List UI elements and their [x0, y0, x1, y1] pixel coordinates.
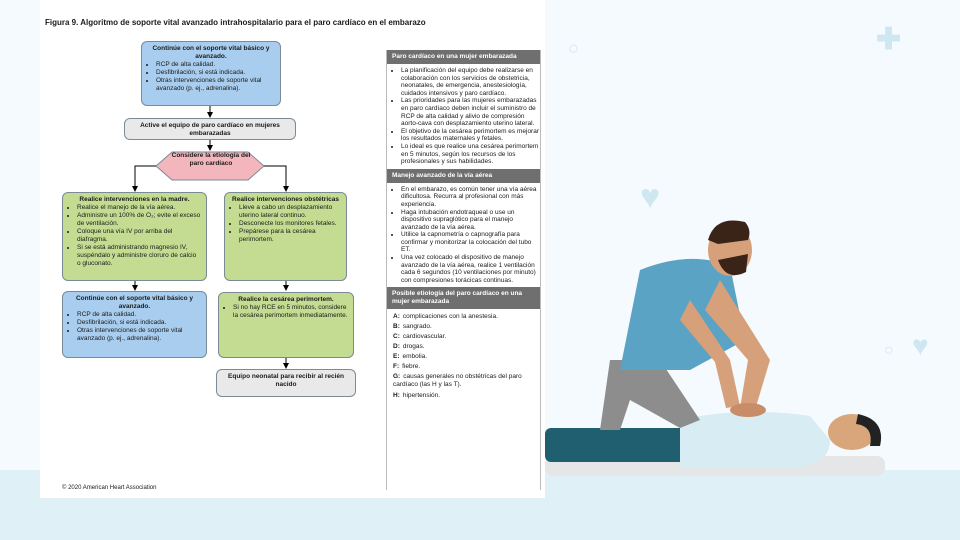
list-item: E: embolia. [393, 353, 428, 361]
box-item: • Otras intervenciones de soporte vital avanzado (p. ej., adrenalina). [77, 327, 201, 343]
box-title: Continúe con el soporte vital básico y avanzado. [75, 295, 194, 310]
list-item: B: sangrado. [393, 323, 432, 331]
rescuer-hair [708, 220, 749, 244]
box-title: Realice la cesárea perimortem. [238, 296, 334, 303]
box-item: • Lleve a cabo un desplazamiento uterino lateral continuo. [239, 204, 341, 220]
circle-icon: ○ [884, 342, 894, 359]
box-item: • RCP de alta calidad. [77, 311, 201, 319]
rescuer-legs [600, 360, 700, 430]
box-item: • Administre un 100% de O₂; evite el exceso de ventilación. [77, 212, 201, 228]
circle-icon: ○ [568, 38, 579, 58]
connector [264, 166, 286, 191]
box-title: Continúe con el soporte vital básico y avanzado. [152, 45, 270, 60]
section-header: Posible etiología del paro cardíaco en una mujer embarazada [387, 287, 540, 309]
obstetric-interventions-box [224, 192, 347, 281]
section-list [387, 186, 540, 285]
section-list [387, 67, 540, 166]
heart-icon: ♥ [640, 178, 661, 216]
continue-support-box-top [141, 41, 281, 106]
list-item: H: hipertensión. [393, 391, 441, 399]
maternal-interventions-box [62, 192, 207, 281]
activate-team-box: Active el equipo de paro cardíaco en mujeres embarazadas [124, 118, 296, 140]
list-item: • Una vez colocado el dispositivo de manejo avanzado de la vía aérea, realice 1 ventilación cada 6 segundos (10 ventilaciones por minuto) con compresiones torácicas continuas. [401, 254, 540, 284]
box-item: • Desfibrilación, si está indicada. [156, 69, 275, 77]
algorithm-figure [40, 0, 545, 498]
list-item: • Utilice la capnometría o capnografía para confirmar y monitorizar la colocación del tubo ET. [401, 231, 540, 254]
list-item: • La planificación del equipo debe realizarse en colaboración con los servicios de obstetricia, neonatales, de emergencia, anestesiología, cuidados intensivos y paro cardíaco. [401, 67, 540, 97]
box-item: • Si no hay RCE en 5 minutos, considere la cesárea perimortem inmediatamente. [233, 304, 348, 320]
section-header: Manejo avanzado de la vía aérea [387, 169, 540, 183]
list-item: • El objetivo de la cesárea perimortem es mejorar los resultados maternales y fetales. [401, 128, 540, 143]
list-item: • En el embarazo, es común tener una vía aérea dificultosa. Recurra al profesional con más experiencia. [401, 186, 540, 209]
list-item: D: drogas. [393, 343, 425, 351]
box-item: • Desconecte los monitores fetales. [239, 220, 341, 228]
list-item: G: causas generales no obstétricas del paro cardíaco (las H y las T). [393, 373, 522, 389]
box-item: • Si se está administrando magnesio IV, suspéndalo y administre cloruro de calcio o gluconato. [77, 244, 201, 268]
list-item: • Las prioridades para las mujeres embarazadas en paro cardíaco deben incluir el suministro de RCP de alta calidad y alivio de compresión aorto-cava con desplazamiento uterino lateral. [401, 97, 540, 127]
box-item: • Coloque una vía IV por arriba del diafragma. [77, 228, 201, 244]
box-item: • RCP de alta calidad. [156, 61, 275, 69]
figure-title: Figura 9. Algoritmo de soporte vital avanzado intrahospitalario para el paro cardíaco en el embarazo [45, 18, 426, 27]
box-title: Realice intervenciones obstétricas [232, 196, 339, 203]
patient-legs [545, 428, 695, 462]
patient-torso [680, 412, 830, 468]
neonatal-team-box: Equipo neonatal para recibir al recién nacido [216, 369, 356, 397]
list-item: A: complicaciones con la anestesia. [393, 313, 498, 321]
consider-etiology-diamond: Considere la etiología del paro cardíaco [171, 152, 251, 167]
box-item: • Otras intervenciones de soporte vital avanzado (p. ej., adrenalina). [156, 77, 275, 93]
box-item: • Realice el manejo de la vía aérea. [77, 204, 201, 212]
connector [135, 166, 156, 191]
info-sidebar [386, 50, 541, 490]
plus-icon: ✚ [876, 23, 902, 56]
list-item: • Lo ideal es que realice una cesárea perimortem en 5 minutos, según los recursos de los profesionales y sus habilidades. [401, 143, 540, 166]
box-item: • Prepárese para la cesárea perimortem. [239, 228, 341, 244]
list-item: F: fiebre. [393, 363, 421, 371]
box-item: • Desfibrilación, si está indicada. [77, 319, 201, 327]
heart-icon: ♥ [912, 330, 929, 361]
continue-support-box-bottom [62, 291, 207, 358]
list-item: • Haga intubación endotraqueal o use un dispositivo supraglótico para el manejo avanzado de la vía aérea. [401, 209, 540, 232]
rescuer-hands [730, 403, 766, 417]
etiology-list [387, 312, 540, 400]
box-title: Realice intervenciones en la madre. [79, 196, 190, 203]
section-header: Paro cardíaco en una mujer embarazada [387, 50, 540, 64]
cpr-illustration [540, 210, 950, 500]
list-item: C: cardiovascular. [393, 333, 447, 341]
perimortem-cesarean-box [218, 292, 354, 358]
copyright: © 2020 American Heart Association [62, 485, 157, 491]
